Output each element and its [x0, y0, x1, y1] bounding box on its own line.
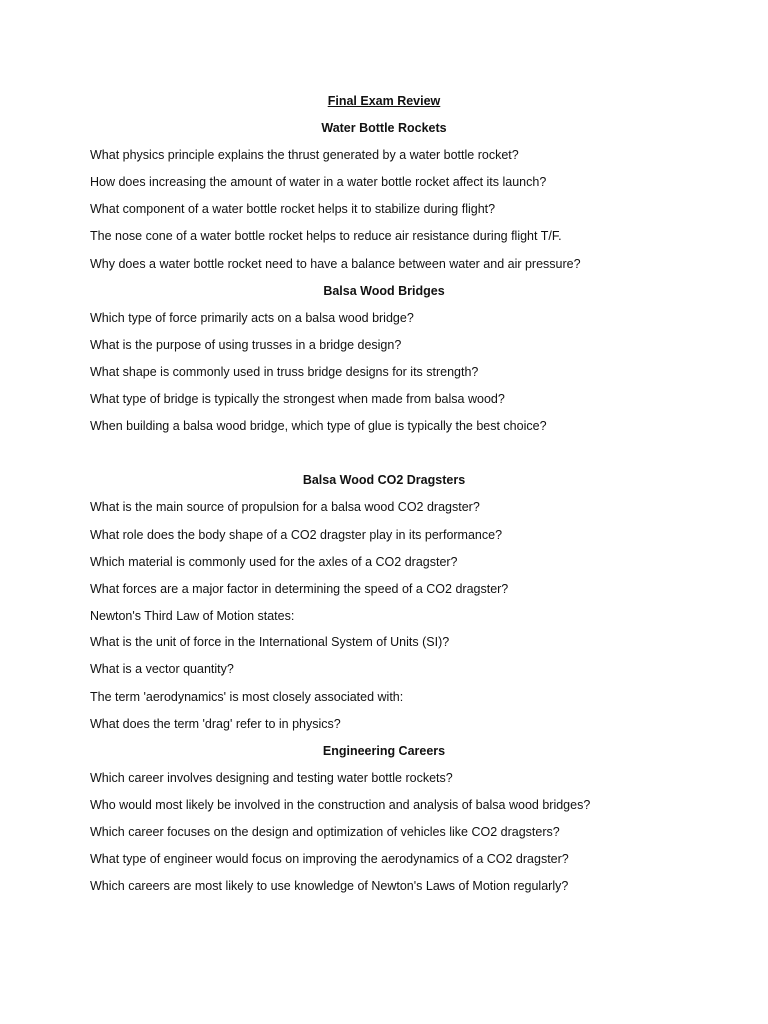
question-item: Why does a water bottle rocket need to have a balance between water and air pressure?	[90, 257, 581, 271]
question-item: Which career focuses on the design and optimization of vehicles like CO2 dragsters?	[90, 825, 560, 839]
question-item: Newton's Third Law of Motion states:	[90, 609, 295, 623]
question-item: What forces are a major factor in determining the speed of a CO2 dragster?	[90, 582, 509, 596]
question-item: The nose cone of a water bottle rocket helps to reduce air resistance during flight T/F.	[90, 229, 562, 243]
question-item: What is a vector quantity?	[90, 662, 234, 676]
question-item: Which careers are most likely to use knowledge of Newton's Laws of Motion regularly?	[90, 879, 569, 893]
section-heading-water-bottle-rockets: Water Bottle Rockets	[321, 121, 447, 135]
question-item: What physics principle explains the thrust generated by a water bottle rocket?	[90, 148, 519, 162]
question-item: Which material is commonly used for the axles of a CO2 dragster?	[90, 555, 458, 569]
question-item: When building a balsa wood bridge, which type of glue is typically the best choice?	[90, 419, 547, 433]
question-item: What component of a water bottle rocket helps it to stabilize during flight?	[90, 202, 496, 216]
question-item: What type of engineer would focus on improving the aerodynamics of a CO2 dragster?	[90, 852, 569, 866]
question-item: What type of bridge is typically the strongest when made from balsa wood?	[90, 392, 505, 406]
question-item: Which career involves designing and testing water bottle rockets?	[90, 771, 453, 785]
question-item: What is the purpose of using trusses in a bridge design?	[90, 338, 402, 352]
question-item: How does increasing the amount of water in a water bottle rocket affect its launch?	[90, 175, 547, 189]
question-item: What role does the body shape of a CO2 dragster play in its performance?	[90, 528, 503, 542]
section-heading-balsa-wood-bridges: Balsa Wood Bridges	[323, 284, 445, 298]
question-item: What is the unit of force in the International System of Units (SI)?	[90, 635, 450, 649]
question-item: What does the term 'drag' refer to in physics?	[90, 717, 341, 731]
section-heading-co2-dragsters: Balsa Wood CO2 Dragsters	[302, 473, 466, 487]
question-item: What shape is commonly used in truss bridge designs for its strength?	[90, 365, 479, 379]
section-heading-engineering-careers: Engineering Careers	[322, 744, 446, 758]
document-title: Final Exam Review	[327, 94, 441, 108]
question-item: Which type of force primarily acts on a balsa wood bridge?	[90, 311, 414, 325]
question-item: Who would most likely be involved in the construction and analysis of balsa wood bridges?	[90, 798, 591, 812]
question-item: The term 'aerodynamics' is most closely associated with:	[90, 690, 404, 704]
question-item: What is the main source of propulsion for a balsa wood CO2 dragster?	[90, 500, 480, 514]
